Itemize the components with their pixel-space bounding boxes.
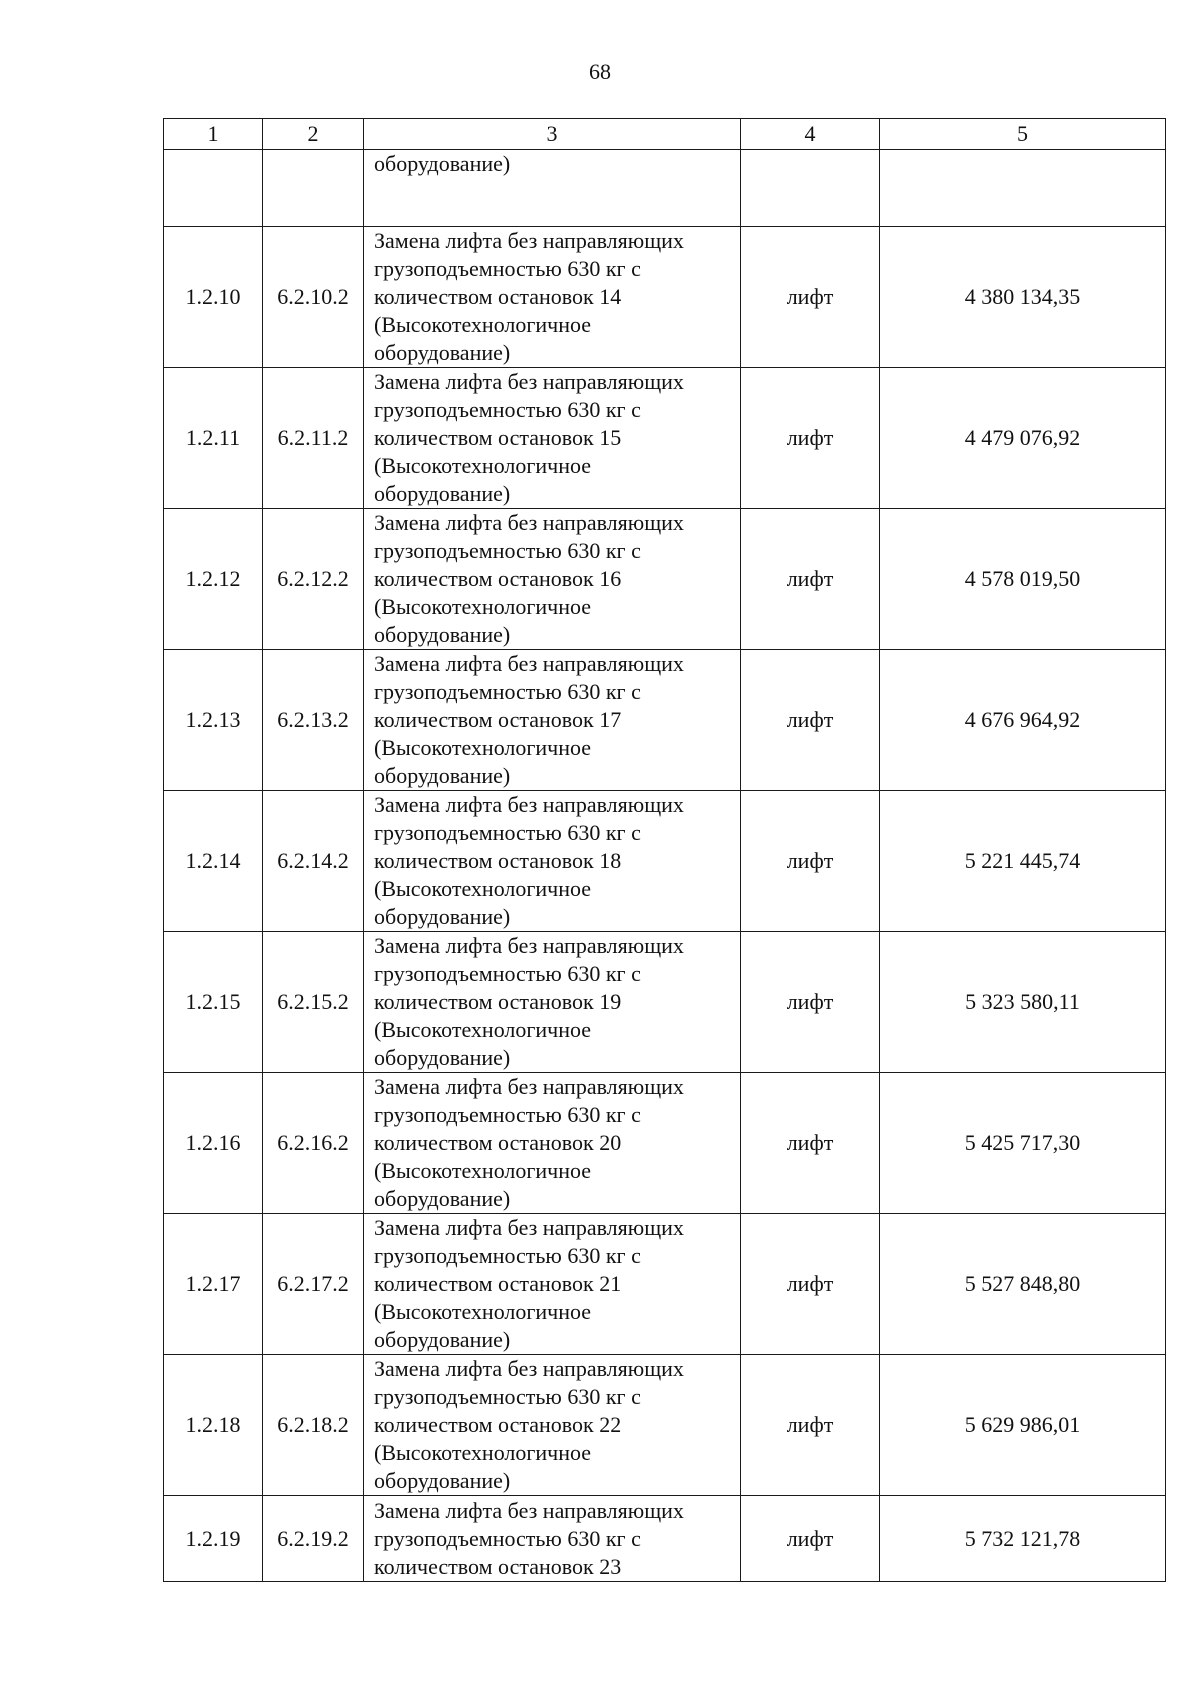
row-code: 1.2.10 — [164, 227, 263, 368]
header-cell-5: 5 — [880, 119, 1166, 150]
page-number: 68 — [589, 59, 611, 84]
table-row — [164, 368, 1166, 509]
row-description: Замена лифта без направляющих грузоподъемностью 630 кг с количеством остановок 14 (Высокотехнологичное оборудование) — [364, 227, 741, 368]
row-code: 1.2.11 — [164, 368, 263, 509]
row-code: 1.2.17 — [164, 1214, 263, 1355]
row-ref: 6.2.14.2 — [263, 791, 364, 932]
row-ref: 6.2.10.2 — [263, 227, 364, 368]
row-description: Замена лифта без направляющих грузоподъемностью 630 кг с количеством остановок 19 (Высокотехнологичное оборудование) — [364, 932, 741, 1073]
row-ref: 6.2.16.2 — [263, 1073, 364, 1214]
row-unit: лифт — [741, 1496, 880, 1582]
row-unit: лифт — [741, 368, 880, 509]
row-ref: 6.2.18.2 — [263, 1355, 364, 1496]
row-description: Замена лифта без направляющих грузоподъемностью 630 кг с количеством остановок 15 (Высокотехнологичное оборудование) — [364, 368, 741, 509]
row-unit: лифт — [741, 1214, 880, 1355]
header-cell-4: 4 — [741, 119, 880, 150]
row-description: Замена лифта без направляющих грузоподъемностью 630 кг с количеством остановок 16 (Высокотехнологичное оборудование) — [364, 509, 741, 650]
row-unit: лифт — [741, 1073, 880, 1214]
header-cell-1: 1 — [164, 119, 263, 150]
table-row — [164, 1214, 1166, 1355]
row-ref: 6.2.17.2 — [263, 1214, 364, 1355]
row-ref: 6.2.12.2 — [263, 509, 364, 650]
row-price: 4 479 076,92 — [880, 368, 1166, 509]
row-unit: лифт — [741, 1355, 880, 1496]
row-description: оборудование) — [364, 150, 741, 227]
table-row — [164, 1073, 1166, 1214]
header-cell-2: 2 — [263, 119, 364, 150]
row-unit: лифт — [741, 650, 880, 791]
row-price: 4 676 964,92 — [880, 650, 1166, 791]
row-description: Замена лифта без направляющих грузоподъемностью 630 кг с количеством остановок 20 (Высокотехнологичное оборудование) — [364, 1073, 741, 1214]
row-price: 5 425 717,30 — [880, 1073, 1166, 1214]
row-code: 1.2.19 — [164, 1496, 263, 1582]
row-price: 5 629 986,01 — [880, 1355, 1166, 1496]
row-price: 4 578 019,50 — [880, 509, 1166, 650]
row-code: 1.2.16 — [164, 1073, 263, 1214]
row-price: 5 732 121,78 — [880, 1496, 1166, 1582]
row-code: 1.2.12 — [164, 509, 263, 650]
row-description: Замена лифта без направляющих грузоподъемностью 630 кг с количеством остановок 17 (Высокотехнологичное оборудование) — [364, 650, 741, 791]
header-cell-3: 3 — [364, 119, 741, 150]
row-unit — [741, 150, 880, 227]
row-ref: 6.2.13.2 — [263, 650, 364, 791]
row-ref — [263, 150, 364, 227]
table-row — [164, 1355, 1166, 1496]
row-price: 5 221 445,74 — [880, 791, 1166, 932]
table-row — [164, 509, 1166, 650]
table-row — [164, 650, 1166, 791]
row-description: Замена лифта без направляющих грузоподъемностью 630 кг с количеством остановок 22 (Высокотехнологичное оборудование) — [364, 1355, 741, 1496]
row-ref: 6.2.19.2 — [263, 1496, 364, 1582]
row-ref: 6.2.11.2 — [263, 368, 364, 509]
price-table — [163, 118, 1166, 1582]
row-unit: лифт — [741, 932, 880, 1073]
table-header-row — [164, 119, 1166, 150]
row-unit: лифт — [741, 791, 880, 932]
row-description: Замена лифта без направляющих грузоподъемностью 630 кг с количеством остановок 18 (Высокотехнологичное оборудование) — [364, 791, 741, 932]
row-code: 1.2.18 — [164, 1355, 263, 1496]
row-unit: лифт — [741, 509, 880, 650]
row-ref: 6.2.15.2 — [263, 932, 364, 1073]
row-price: 5 527 848,80 — [880, 1214, 1166, 1355]
table-row — [164, 932, 1166, 1073]
row-description: Замена лифта без направляющих грузоподъемностью 630 кг с количеством остановок 21 (Высокотехнологичное оборудование) — [364, 1214, 741, 1355]
row-code: 1.2.14 — [164, 791, 263, 932]
row-description: Замена лифта без направляющих грузоподъемностью 630 кг с количеством остановок 23 — [364, 1496, 741, 1582]
row-price: 4 380 134,35 — [880, 227, 1166, 368]
row-code: 1.2.13 — [164, 650, 263, 791]
table-row — [164, 791, 1166, 932]
continuation-row — [164, 150, 1166, 227]
row-code: 1.2.15 — [164, 932, 263, 1073]
row-unit: лифт — [741, 227, 880, 368]
row-price: 5 323 580,11 — [880, 932, 1166, 1073]
table-row — [164, 227, 1166, 368]
row-price — [880, 150, 1166, 227]
row-code — [164, 150, 263, 227]
table-row — [164, 1496, 1166, 1582]
